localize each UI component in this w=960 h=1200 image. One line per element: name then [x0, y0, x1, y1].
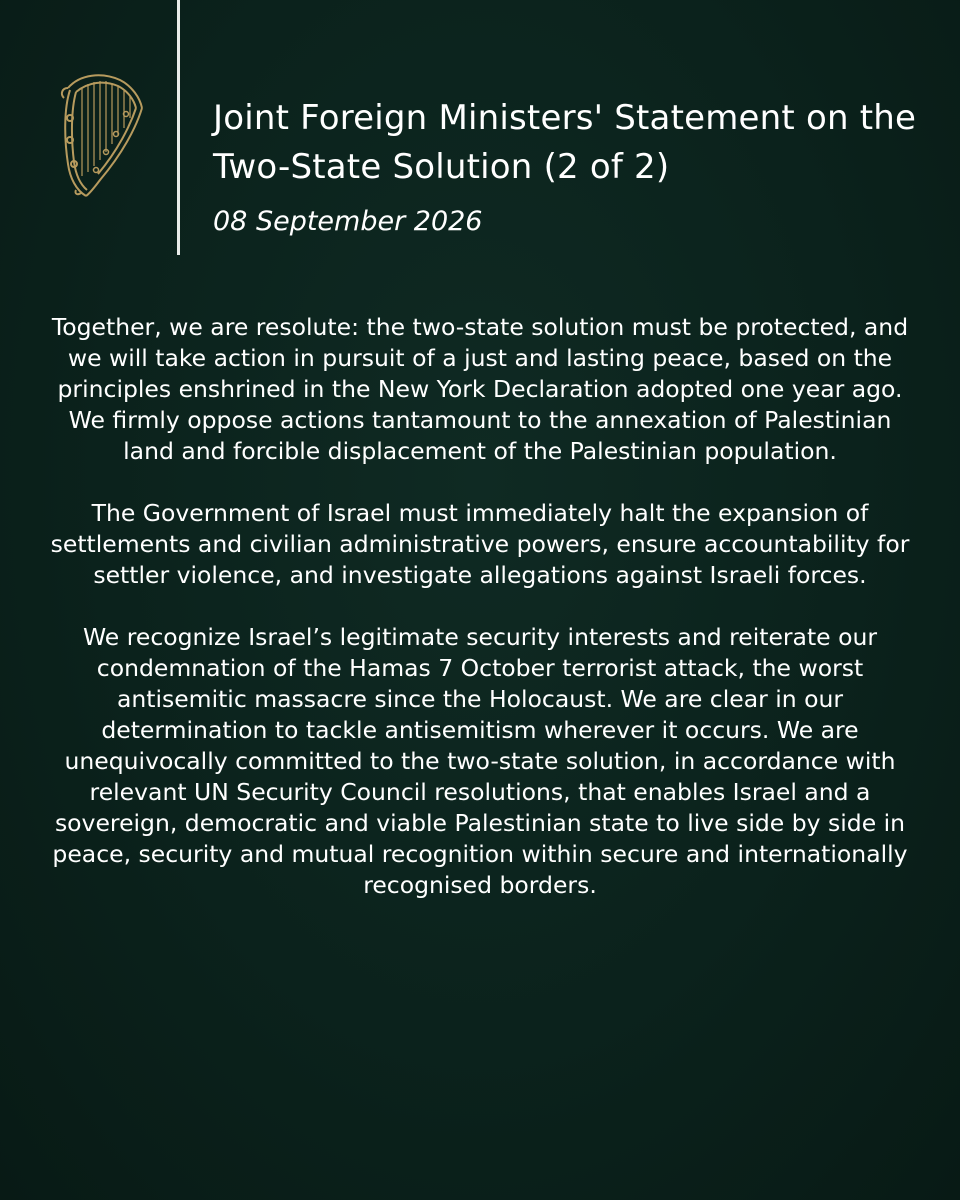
statement-paragraph-3: We recognize Israel’s legitimate security interests and reiterate our condemnation of the Hamas 7 October terrorist attack, the worst antisemitic massacre since the Holocaust. We are clear in our determination to tackle antisemitism wherever it occurs. We are unequivocally committed to the two-state solution, in accordance with relevant UN Security Council resolutions, that enables Israel and a sovereign, democratic and viable Palestinian state to live side by side in peace, security and mutual recognition within secure and internationally recognised borders.	[52, 623, 908, 899]
statement-date: 08 September 2026	[213, 206, 483, 237]
statement-paragraph-2: The Government of Israel must immediately halt the expansion of settlements and civilian administrative powers, ensure accountability for settler violence, and investigate allegations against Israeli forces.	[50, 499, 910, 589]
statement-paragraph-1: Together, we are resolute: the two-state solution must be protected, and we will take action in pursuit of a just and lasting peace, based on the principles enshrined in the New York Declaration adopted one year ago. We firmly oppose actions tantamount to the annexation of Palestinian land and forcible displacement of the Palestinian population.	[51, 313, 909, 465]
statement-body	[40, 312, 920, 932]
harp-emblem-icon	[56, 68, 146, 200]
statement-title: Joint Foreign Ministers' Statement on the Two-State Solution (2 of 2)	[213, 98, 917, 187]
header	[213, 94, 943, 240]
header-divider	[177, 0, 180, 255]
